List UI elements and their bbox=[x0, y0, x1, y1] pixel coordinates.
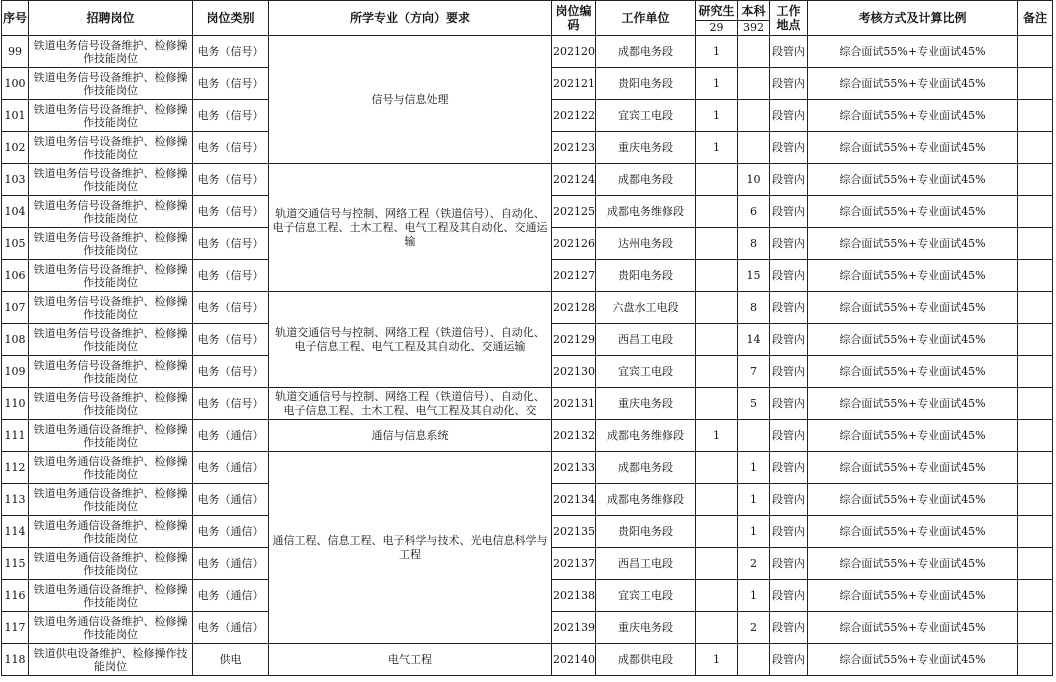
category-cell: 电务（信号） bbox=[193, 132, 269, 164]
exam-cell: 综合面试55%+专业面试45% bbox=[808, 644, 1018, 676]
category-cell: 电务（信号） bbox=[193, 196, 269, 228]
exam-cell: 综合面试55%+专业面试45% bbox=[808, 548, 1018, 580]
exam-cell: 综合面试55%+专业面试45% bbox=[808, 452, 1018, 484]
grad-count-cell: 1 bbox=[696, 132, 738, 164]
seq-cell: 110 bbox=[2, 388, 29, 420]
category-cell: 电务（信号） bbox=[193, 228, 269, 260]
header-grad-total: 29 bbox=[696, 21, 738, 36]
grad-count-cell: 1 bbox=[696, 644, 738, 676]
unit-cell: 成都电务段 bbox=[596, 452, 696, 484]
header-position: 招聘岗位 bbox=[29, 1, 193, 36]
seq-cell: 107 bbox=[2, 292, 29, 324]
category-cell: 电务（信号） bbox=[193, 324, 269, 356]
unit-cell: 成都电务段 bbox=[596, 36, 696, 68]
remark-cell bbox=[1018, 548, 1053, 580]
grad-count-cell bbox=[696, 324, 738, 356]
grad-count-cell bbox=[696, 388, 738, 420]
location-cell: 段管内 bbox=[770, 452, 808, 484]
unit-cell: 成都电务维修段 bbox=[596, 196, 696, 228]
unit-cell: 重庆电务段 bbox=[596, 132, 696, 164]
location-cell: 段管内 bbox=[770, 36, 808, 68]
unit-cell: 贵阳电务段 bbox=[596, 68, 696, 100]
location-cell: 段管内 bbox=[770, 228, 808, 260]
position-cell: 铁道电务信号设备维护、检修操作技能岗位 bbox=[29, 260, 193, 292]
bachelor-count-cell bbox=[738, 420, 770, 452]
bachelor-count-cell: 2 bbox=[738, 612, 770, 644]
remark-cell bbox=[1018, 452, 1053, 484]
exam-cell: 综合面试55%+专业面试45% bbox=[808, 228, 1018, 260]
location-cell: 段管内 bbox=[770, 388, 808, 420]
bachelor-count-cell: 1 bbox=[738, 452, 770, 484]
header-unit: 工作单位 bbox=[596, 1, 696, 36]
bachelor-count-cell: 1 bbox=[738, 580, 770, 612]
table-row bbox=[2, 644, 1053, 676]
position-cell: 铁道电务信号设备维护、检修操作技能岗位 bbox=[29, 164, 193, 196]
grad-count-cell bbox=[696, 548, 738, 580]
exam-cell: 综合面试55%+专业面试45% bbox=[808, 516, 1018, 548]
location-cell: 段管内 bbox=[770, 484, 808, 516]
remark-cell bbox=[1018, 484, 1053, 516]
grad-count-cell bbox=[696, 228, 738, 260]
category-cell: 电务（通信） bbox=[193, 516, 269, 548]
bachelor-count-cell: 14 bbox=[738, 324, 770, 356]
exam-cell: 综合面试55%+专业面试45% bbox=[808, 260, 1018, 292]
category-cell: 电务（信号） bbox=[193, 36, 269, 68]
header-code: 岗位编码 bbox=[552, 1, 596, 36]
unit-cell: 宜宾工电段 bbox=[596, 100, 696, 132]
grad-count-cell bbox=[696, 292, 738, 324]
header-location: 工作地点 bbox=[770, 1, 808, 36]
exam-cell: 综合面试55%+专业面试45% bbox=[808, 132, 1018, 164]
code-cell: 202124 bbox=[552, 164, 596, 196]
remark-cell bbox=[1018, 132, 1053, 164]
bachelor-count-cell: 2 bbox=[738, 548, 770, 580]
code-cell: 202135 bbox=[552, 516, 596, 548]
seq-cell: 108 bbox=[2, 324, 29, 356]
position-cell: 铁道电务信号设备维护、检修操作技能岗位 bbox=[29, 36, 193, 68]
major-cell: 通信与信息系统 bbox=[269, 420, 552, 452]
major-cell: 轨道交通信号与控制、网络工程（铁道信号）、自动化、电子信息工程、土木工程、电气工程及其自动化、交 bbox=[269, 388, 552, 420]
code-cell: 202120 bbox=[552, 36, 596, 68]
exam-cell: 综合面试55%+专业面试45% bbox=[808, 580, 1018, 612]
category-cell: 电务（信号） bbox=[193, 164, 269, 196]
unit-cell: 重庆电务段 bbox=[596, 388, 696, 420]
position-cell: 铁道电务信号设备维护、检修操作技能岗位 bbox=[29, 292, 193, 324]
location-cell: 段管内 bbox=[770, 612, 808, 644]
grad-count-cell: 1 bbox=[696, 100, 738, 132]
category-cell: 电务（信号） bbox=[193, 388, 269, 420]
category-cell: 电务（信号） bbox=[193, 356, 269, 388]
seq-cell: 117 bbox=[2, 612, 29, 644]
position-cell: 铁道电务信号设备维护、检修操作技能岗位 bbox=[29, 100, 193, 132]
location-cell: 段管内 bbox=[770, 324, 808, 356]
location-cell: 段管内 bbox=[770, 132, 808, 164]
remark-cell bbox=[1018, 68, 1053, 100]
seq-cell: 102 bbox=[2, 132, 29, 164]
position-cell: 铁道电务信号设备维护、检修操作技能岗位 bbox=[29, 388, 193, 420]
location-cell: 段管内 bbox=[770, 644, 808, 676]
position-cell: 铁道电务信号设备维护、检修操作技能岗位 bbox=[29, 356, 193, 388]
code-cell: 202134 bbox=[552, 484, 596, 516]
bachelor-count-cell: 8 bbox=[738, 292, 770, 324]
unit-cell: 宜宾工电段 bbox=[596, 580, 696, 612]
table-row bbox=[2, 452, 1053, 484]
code-cell: 202127 bbox=[552, 260, 596, 292]
category-cell: 电务（通信） bbox=[193, 484, 269, 516]
header-major: 所学专业（方向）要求 bbox=[269, 1, 552, 36]
unit-cell: 达州电务段 bbox=[596, 228, 696, 260]
location-cell: 段管内 bbox=[770, 516, 808, 548]
header-bachelor: 本科 bbox=[738, 1, 770, 21]
exam-cell: 综合面试55%+专业面试45% bbox=[808, 324, 1018, 356]
bachelor-count-cell: 6 bbox=[738, 196, 770, 228]
bachelor-count-cell: 10 bbox=[738, 164, 770, 196]
remark-cell bbox=[1018, 388, 1053, 420]
remark-cell bbox=[1018, 644, 1053, 676]
code-cell: 202139 bbox=[552, 612, 596, 644]
remark-cell bbox=[1018, 100, 1053, 132]
grad-count-cell bbox=[696, 356, 738, 388]
location-cell: 段管内 bbox=[770, 580, 808, 612]
bachelor-count-cell bbox=[738, 132, 770, 164]
code-cell: 202129 bbox=[552, 324, 596, 356]
seq-cell: 103 bbox=[2, 164, 29, 196]
remark-cell bbox=[1018, 580, 1053, 612]
seq-cell: 112 bbox=[2, 452, 29, 484]
position-cell: 铁道电务通信设备维护、检修操作技能岗位 bbox=[29, 580, 193, 612]
exam-cell: 综合面试55%+专业面试45% bbox=[808, 36, 1018, 68]
exam-cell: 综合面试55%+专业面试45% bbox=[808, 420, 1018, 452]
code-cell: 202121 bbox=[552, 68, 596, 100]
code-cell: 202125 bbox=[552, 196, 596, 228]
grad-count-cell: 1 bbox=[696, 420, 738, 452]
grad-count-cell bbox=[696, 612, 738, 644]
seq-cell: 104 bbox=[2, 196, 29, 228]
table-row bbox=[2, 420, 1053, 452]
bachelor-count-cell bbox=[738, 100, 770, 132]
location-cell: 段管内 bbox=[770, 292, 808, 324]
category-cell: 电务（通信） bbox=[193, 580, 269, 612]
code-cell: 202126 bbox=[552, 228, 596, 260]
seq-cell: 111 bbox=[2, 420, 29, 452]
position-cell: 铁道电务通信设备维护、检修操作技能岗位 bbox=[29, 548, 193, 580]
code-cell: 202132 bbox=[552, 420, 596, 452]
header-exam: 考核方式及计算比例 bbox=[808, 1, 1018, 36]
grad-count-cell: 1 bbox=[696, 68, 738, 100]
header-seq: 序号 bbox=[2, 1, 29, 36]
remark-cell bbox=[1018, 228, 1053, 260]
bachelor-count-cell bbox=[738, 68, 770, 100]
header-remark: 备注 bbox=[1018, 1, 1053, 36]
exam-cell: 综合面试55%+专业面试45% bbox=[808, 356, 1018, 388]
location-cell: 段管内 bbox=[770, 100, 808, 132]
code-cell: 202138 bbox=[552, 580, 596, 612]
major-cell: 轨道交通信号与控制、网络工程（铁道信号）、自动化、电子信息工程、土木工程、电气工程及其自动化、交通运输 bbox=[269, 164, 552, 292]
unit-cell: 宜宾工电段 bbox=[596, 356, 696, 388]
remark-cell bbox=[1018, 324, 1053, 356]
category-cell: 电务（信号） bbox=[193, 100, 269, 132]
grad-count-cell bbox=[696, 164, 738, 196]
bachelor-count-cell bbox=[738, 36, 770, 68]
position-cell: 铁道电务信号设备维护、检修操作技能岗位 bbox=[29, 196, 193, 228]
position-cell: 铁道供电设备维护、检修操作技能岗位 bbox=[29, 644, 193, 676]
grad-count-cell bbox=[696, 516, 738, 548]
seq-cell: 109 bbox=[2, 356, 29, 388]
position-cell: 铁道电务通信设备维护、检修操作技能岗位 bbox=[29, 484, 193, 516]
remark-cell bbox=[1018, 356, 1053, 388]
unit-cell: 西昌工电段 bbox=[596, 324, 696, 356]
exam-cell: 综合面试55%+专业面试45% bbox=[808, 196, 1018, 228]
grad-count-cell bbox=[696, 260, 738, 292]
remark-cell bbox=[1018, 36, 1053, 68]
seq-cell: 118 bbox=[2, 644, 29, 676]
grad-count-cell: 1 bbox=[696, 36, 738, 68]
bachelor-count-cell: 7 bbox=[738, 356, 770, 388]
code-cell: 202137 bbox=[552, 548, 596, 580]
major-cell: 通信工程、信息工程、电子科学与技术、光电信息科学与工程 bbox=[269, 452, 552, 644]
remark-cell bbox=[1018, 516, 1053, 548]
category-cell: 电务（信号） bbox=[193, 68, 269, 100]
remark-cell bbox=[1018, 164, 1053, 196]
category-cell: 电务（通信） bbox=[193, 452, 269, 484]
exam-cell: 综合面试55%+专业面试45% bbox=[808, 292, 1018, 324]
major-cell: 电气工程 bbox=[269, 644, 552, 676]
location-cell: 段管内 bbox=[770, 260, 808, 292]
position-cell: 铁道电务通信设备维护、检修操作技能岗位 bbox=[29, 612, 193, 644]
code-cell: 202128 bbox=[552, 292, 596, 324]
seq-cell: 99 bbox=[2, 36, 29, 68]
header-bachelor-total: 392 bbox=[738, 21, 770, 36]
unit-cell: 贵阳电务段 bbox=[596, 516, 696, 548]
seq-cell: 100 bbox=[2, 68, 29, 100]
unit-cell: 成都供电段 bbox=[596, 644, 696, 676]
exam-cell: 综合面试55%+专业面试45% bbox=[808, 484, 1018, 516]
grad-count-cell bbox=[696, 580, 738, 612]
header-category: 岗位类别 bbox=[193, 1, 269, 36]
code-cell: 202123 bbox=[552, 132, 596, 164]
bachelor-count-cell bbox=[738, 644, 770, 676]
seq-cell: 116 bbox=[2, 580, 29, 612]
table-row bbox=[2, 292, 1053, 324]
exam-cell: 综合面试55%+专业面试45% bbox=[808, 388, 1018, 420]
code-cell: 202140 bbox=[552, 644, 596, 676]
bachelor-count-cell: 5 bbox=[738, 388, 770, 420]
grad-count-cell bbox=[696, 484, 738, 516]
grad-count-cell bbox=[696, 452, 738, 484]
remark-cell bbox=[1018, 612, 1053, 644]
seq-cell: 114 bbox=[2, 516, 29, 548]
unit-cell: 西昌工电段 bbox=[596, 548, 696, 580]
position-cell: 铁道电务信号设备维护、检修操作技能岗位 bbox=[29, 68, 193, 100]
position-cell: 铁道电务信号设备维护、检修操作技能岗位 bbox=[29, 132, 193, 164]
unit-cell: 成都电务维修段 bbox=[596, 420, 696, 452]
location-cell: 段管内 bbox=[770, 196, 808, 228]
unit-cell: 成都电务维修段 bbox=[596, 484, 696, 516]
bachelor-count-cell: 8 bbox=[738, 228, 770, 260]
remark-cell bbox=[1018, 292, 1053, 324]
seq-cell: 113 bbox=[2, 484, 29, 516]
bachelor-count-cell: 15 bbox=[738, 260, 770, 292]
table-row bbox=[2, 388, 1053, 420]
major-cell: 轨道交通信号与控制、网络工程（铁道信号）、自动化、电子信息工程、电气工程及其自动化、交通运输 bbox=[269, 292, 552, 388]
major-cell: 信号与信息处理 bbox=[269, 36, 552, 164]
category-cell: 供电 bbox=[193, 644, 269, 676]
table-body bbox=[2, 36, 1053, 676]
code-cell: 202133 bbox=[552, 452, 596, 484]
location-cell: 段管内 bbox=[770, 68, 808, 100]
location-cell: 段管内 bbox=[770, 356, 808, 388]
remark-cell bbox=[1018, 196, 1053, 228]
code-cell: 202130 bbox=[552, 356, 596, 388]
category-cell: 电务（信号） bbox=[193, 260, 269, 292]
unit-cell: 六盘水工电段 bbox=[596, 292, 696, 324]
unit-cell: 重庆电务段 bbox=[596, 612, 696, 644]
seq-cell: 101 bbox=[2, 100, 29, 132]
category-cell: 电务（通信） bbox=[193, 420, 269, 452]
code-cell: 202131 bbox=[552, 388, 596, 420]
location-cell: 段管内 bbox=[770, 548, 808, 580]
exam-cell: 综合面试55%+专业面试45% bbox=[808, 100, 1018, 132]
unit-cell: 贵阳电务段 bbox=[596, 260, 696, 292]
position-cell: 铁道电务信号设备维护、检修操作技能岗位 bbox=[29, 324, 193, 356]
position-cell: 铁道电务通信设备维护、检修操作技能岗位 bbox=[29, 452, 193, 484]
header-grad: 研究生 bbox=[696, 1, 738, 21]
category-cell: 电务（通信） bbox=[193, 548, 269, 580]
seq-cell: 106 bbox=[2, 260, 29, 292]
seq-cell: 105 bbox=[2, 228, 29, 260]
unit-cell: 成都电务段 bbox=[596, 164, 696, 196]
bachelor-count-cell: 1 bbox=[738, 516, 770, 548]
table-row bbox=[2, 36, 1053, 68]
seq-cell: 115 bbox=[2, 548, 29, 580]
location-cell: 段管内 bbox=[770, 164, 808, 196]
remark-cell bbox=[1018, 260, 1053, 292]
code-cell: 202122 bbox=[552, 100, 596, 132]
position-cell: 铁道电务通信设备维护、检修操作技能岗位 bbox=[29, 420, 193, 452]
category-cell: 电务（通信） bbox=[193, 612, 269, 644]
location-cell: 段管内 bbox=[770, 420, 808, 452]
exam-cell: 综合面试55%+专业面试45% bbox=[808, 164, 1018, 196]
position-cell: 铁道电务通信设备维护、检修操作技能岗位 bbox=[29, 516, 193, 548]
grad-count-cell bbox=[696, 196, 738, 228]
position-cell: 铁道电务信号设备维护、检修操作技能岗位 bbox=[29, 228, 193, 260]
exam-cell: 综合面试55%+专业面试45% bbox=[808, 612, 1018, 644]
bachelor-count-cell: 1 bbox=[738, 484, 770, 516]
table-row bbox=[2, 164, 1053, 196]
category-cell: 电务（信号） bbox=[193, 292, 269, 324]
remark-cell bbox=[1018, 420, 1053, 452]
recruitment-table bbox=[1, 0, 1053, 676]
exam-cell: 综合面试55%+专业面试45% bbox=[808, 68, 1018, 100]
